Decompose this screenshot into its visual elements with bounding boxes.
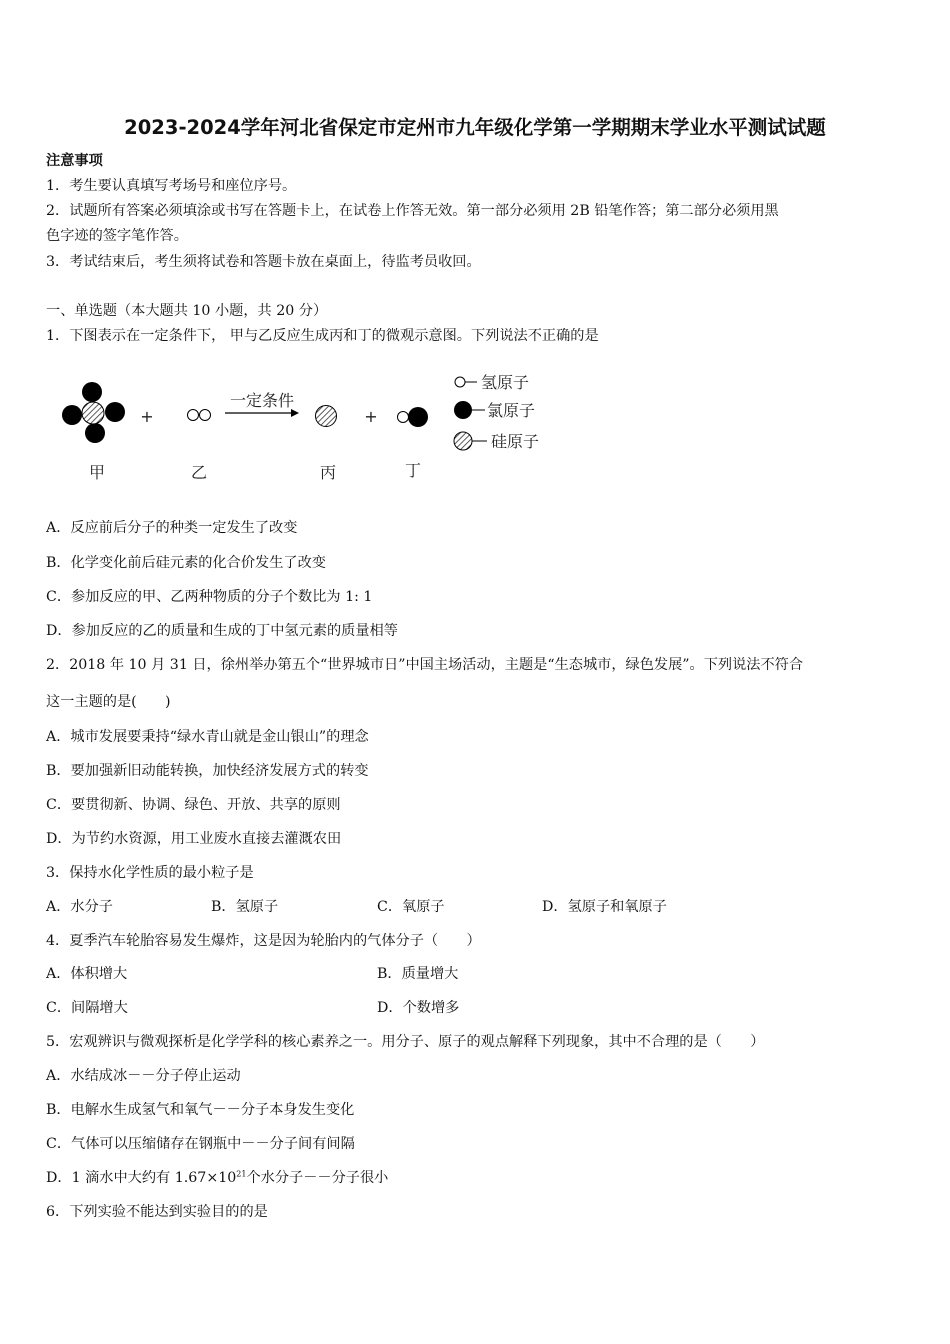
q2-option-a: A．城市发展要秉持“绿水青山就是金山银山”的理念 — [46, 729, 369, 745]
cl-atom — [62, 405, 82, 425]
label-jia: 甲 — [88, 463, 106, 482]
molecule-yi — [188, 410, 211, 421]
q1-option-d: D．参加反应的乙的质量和生成的丁中氢元素的质量相等 — [46, 623, 398, 639]
legend-si: 硅原子 — [491, 432, 540, 451]
q3-stem: 3．保持水化学性质的最小粒子是 — [46, 865, 254, 881]
legend-h-icon — [455, 377, 465, 387]
section-heading: 一、单选题（本大题共 10 小题，共 20 分） — [46, 303, 328, 319]
plus-sign: + — [364, 407, 378, 426]
q1-stem: 1．下图表示在一定条件下， 甲与乙反应生成丙和丁的微观示意图。下列说法不正确的是 — [46, 328, 599, 344]
q5-option-d-text: D．1 滴水中大约有 1.67×10 — [46, 1170, 237, 1186]
cl-atom — [85, 423, 105, 443]
q3-option-b: B．氢原子 — [211, 899, 279, 915]
si-atom — [82, 402, 104, 424]
molecule-ding — [398, 407, 429, 427]
label-ding: 丁 — [404, 461, 422, 480]
cl-atom — [408, 407, 428, 427]
q3-option-c: C．氧原子 — [377, 899, 445, 915]
h-atom — [398, 412, 409, 423]
cl-atom — [82, 382, 102, 402]
q2-option-c: C．要贯彻新、协调、绿色、开放、共享的原则 — [46, 797, 341, 813]
q5-option-d-text-end: 个水分子－－分子很小 — [246, 1170, 389, 1186]
label-yi: 乙 — [190, 463, 208, 482]
q4-option-b: B．质量增大 — [377, 966, 459, 982]
q3-option-a: A．水分子 — [46, 899, 113, 915]
notice-item-1: 1．考生要认真填写考场号和座位序号。 — [46, 178, 297, 194]
q5-option-d — [46, 1168, 388, 1188]
h-atom — [200, 410, 211, 421]
q1-option-b: B．化学变化前后硅元素的化合价发生了改变 — [46, 555, 326, 571]
label-bing: 丙 — [319, 463, 337, 482]
q4-option-c: C．间隔增大 — [46, 1000, 128, 1016]
q4-option-d: D．个数增多 — [377, 1000, 460, 1016]
q4-option-a: A．体积增大 — [46, 966, 128, 982]
notice-heading: 注意事项 — [46, 153, 103, 169]
q5-stem: 5．宏观辨识与微观探析是化学学科的核心素养之一。用分子、原子的观点解释下列现象，其中不合理的是（ ） — [46, 1034, 765, 1050]
q2-stem-line2: 这一主题的是( ) — [46, 694, 171, 710]
q2-option-d: D．为节约水资源，用工业废水直接去灌溉农田 — [46, 831, 342, 847]
notice-item-2a: 2．试题所有答案必须填涂或书写在答题卡上，在试卷上作答无效。第一部分必须用 2B 铅笔作答；第二部分必须用黑 — [46, 203, 779, 219]
molecule-jia — [62, 382, 125, 443]
q5-option-a: A．水结成冰－－分子停止运动 — [46, 1068, 241, 1084]
legend-cl: 氯原子 — [487, 401, 536, 420]
exponent: 21 — [236, 1169, 247, 1179]
q2-stem-line1: 2．2018 年 10 月 31 日，徐州举办第五个“世界城市日”中国主场活动，主题是“生态城市，绿色发展”。下列说法不符合 — [46, 657, 804, 673]
legend — [454, 373, 539, 451]
legend-cl-icon — [454, 401, 472, 419]
q1-option-a: A．反应前后分子的种类一定发生了改变 — [46, 520, 298, 536]
notice-item-2b: 色字迹的签字笔作答。 — [46, 228, 188, 244]
legend-si-icon — [454, 432, 472, 450]
arrow-head — [291, 409, 299, 417]
cl-atom — [105, 402, 125, 422]
q6-stem: 6．下列实验不能达到实验目的的是 — [46, 1204, 268, 1220]
molecule-bing — [316, 406, 337, 427]
reaction-condition: 一定条件 — [229, 391, 295, 410]
q3-option-d: D．氢原子和氧原子 — [542, 899, 667, 915]
reaction-diagram — [55, 368, 555, 493]
notice-item-3: 3．考试结束后，考生须将试卷和答题卡放在桌面上，待监考员收回。 — [46, 254, 481, 270]
page-title: 2023-2024学年河北省保定市定州市九年级化学第一学期期末学业水平测试试题 — [124, 116, 826, 139]
q5-option-b: B．电解水生成氢气和氧气－－分子本身发生变化 — [46, 1102, 355, 1118]
q1-option-c: C．参加反应的甲、乙两种物质的分子个数比为 1: 1 — [46, 589, 373, 605]
legend-h: 氢原子 — [481, 373, 530, 392]
plus-sign: + — [140, 407, 154, 426]
q4-stem: 4．夏季汽车轮胎容易发生爆炸，这是因为轮胎内的气体分子（ ） — [46, 933, 481, 949]
q5-option-c: C．气体可以压缩储存在钢瓶中－－分子间有间隔 — [46, 1136, 355, 1152]
q2-option-b: B．要加强新旧动能转换，加快经济发展方式的转变 — [46, 763, 369, 779]
h-atom — [188, 410, 199, 421]
